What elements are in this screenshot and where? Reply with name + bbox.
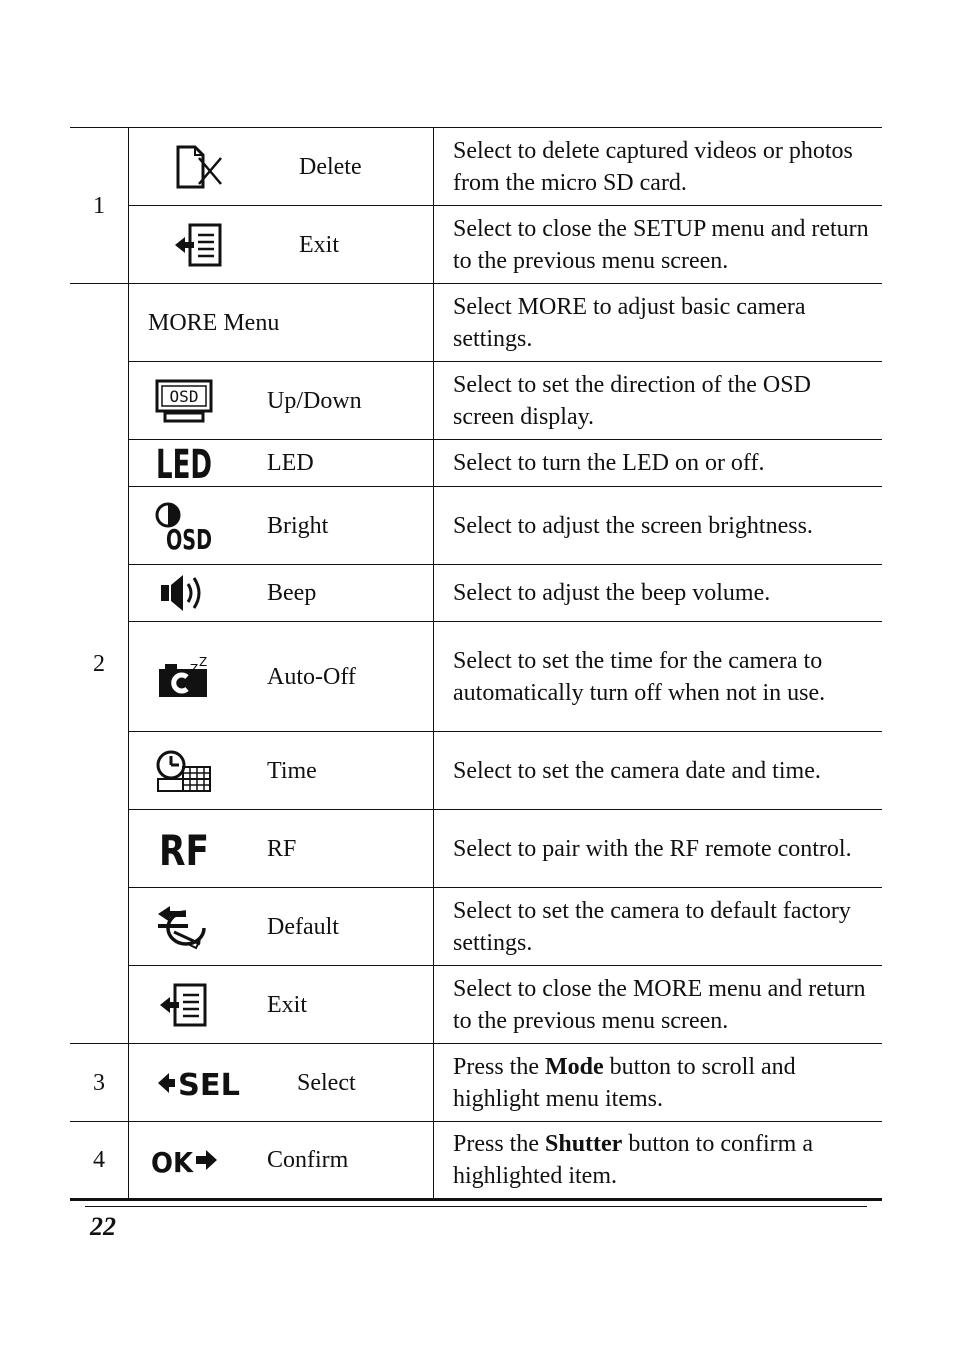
setting-label: Select bbox=[297, 1069, 356, 1096]
bright-osd-icon bbox=[129, 501, 239, 556]
setting-label: Exit bbox=[299, 231, 339, 258]
default-reset-icon bbox=[129, 904, 239, 950]
exit-icon bbox=[129, 223, 269, 267]
setting-description: Select to adjust the beep volume. bbox=[434, 565, 883, 622]
setting-description: Select to close the SETUP menu and return to the previous menu screen. bbox=[434, 206, 883, 284]
table-row bbox=[70, 888, 882, 966]
svg-text:Z: Z bbox=[199, 654, 208, 669]
table-row bbox=[70, 362, 882, 440]
setting-description: Select to set the camera date and time. bbox=[434, 732, 883, 810]
more-menu-label: MORE Menu bbox=[148, 309, 280, 336]
clock-calendar-icon bbox=[129, 749, 239, 793]
table-row bbox=[70, 622, 882, 732]
setting-description: Select to set the direction of the OSD screen display. bbox=[434, 362, 883, 440]
setting-label: Confirm bbox=[267, 1147, 349, 1173]
svg-text:SEL: SEL bbox=[178, 1067, 240, 1103]
settings-table bbox=[70, 127, 882, 1201]
setting-label: RF bbox=[267, 835, 297, 862]
row-number: 3 bbox=[70, 1044, 129, 1122]
setting-label: LED bbox=[267, 450, 314, 476]
setting-label: Up/Down bbox=[267, 387, 362, 414]
sel-icon bbox=[129, 1067, 269, 1103]
table-row bbox=[70, 440, 882, 487]
svg-text:OSD: OSD bbox=[169, 386, 199, 406]
row-number: 1 bbox=[70, 128, 129, 284]
setting-label: Auto-Off bbox=[267, 663, 356, 690]
setting-description: Select to set the camera to default factory settings. bbox=[434, 888, 883, 966]
led-icon bbox=[129, 442, 239, 488]
setting-label: Bright bbox=[267, 512, 329, 539]
setting-description: Select to delete captured videos or photos from the micro SD card. bbox=[434, 128, 883, 206]
row-number: 4 bbox=[70, 1122, 129, 1200]
table-row bbox=[70, 1122, 882, 1200]
setting-description: Select to adjust the screen brightness. bbox=[434, 487, 883, 565]
rf-icon bbox=[129, 825, 239, 875]
page-number: 22 bbox=[90, 1212, 116, 1241]
table-row bbox=[70, 487, 882, 565]
setting-description: Press the Mode button to scroll and highlight menu items. bbox=[434, 1044, 883, 1122]
row-number: 2 bbox=[70, 284, 129, 1044]
setting-label: Exit bbox=[267, 991, 307, 1018]
setting-label: Delete bbox=[299, 153, 362, 180]
footer-rule bbox=[85, 1206, 867, 1207]
table-row bbox=[70, 565, 882, 622]
speaker-icon bbox=[129, 569, 239, 617]
setting-description: Press the Shutter button to confirm a highlighted item. bbox=[434, 1122, 883, 1200]
table-row bbox=[70, 810, 882, 888]
svg-text:OK: OK bbox=[151, 1146, 195, 1179]
svg-text:OSD: OSD bbox=[166, 522, 212, 556]
table-row bbox=[70, 1044, 882, 1122]
table-row bbox=[70, 206, 882, 284]
table-row bbox=[70, 732, 882, 810]
table-row bbox=[70, 128, 882, 206]
setting-description: Select to set the time for the camera to automatically turn off when not in use. bbox=[434, 622, 883, 732]
setting-description: Select to close the MORE menu and return to the previous menu screen. bbox=[434, 966, 883, 1044]
setting-description: Select to turn the LED on or off. bbox=[434, 440, 883, 487]
table-row bbox=[70, 966, 882, 1044]
mode-button-name: Mode bbox=[545, 1053, 604, 1080]
setting-label: Time bbox=[267, 757, 317, 784]
delete-icon bbox=[129, 144, 269, 190]
setting-description: Select to pair with the RF remote control. bbox=[434, 810, 883, 888]
svg-text:RF: RF bbox=[159, 825, 209, 875]
osd-icon bbox=[129, 379, 239, 423]
setting-description: Select MORE to adjust basic camera settings. bbox=[434, 284, 883, 362]
ok-icon bbox=[129, 1144, 239, 1179]
table-row bbox=[70, 284, 882, 362]
shutter-button-name: Shutter bbox=[545, 1131, 623, 1157]
svg-text:Z: Z bbox=[190, 661, 199, 676]
exit-icon bbox=[129, 983, 239, 1027]
auto-off-icon bbox=[129, 655, 239, 699]
setting-label: Beep bbox=[267, 580, 317, 606]
setting-label: Default bbox=[267, 913, 339, 940]
svg-text:LED: LED bbox=[156, 442, 212, 488]
